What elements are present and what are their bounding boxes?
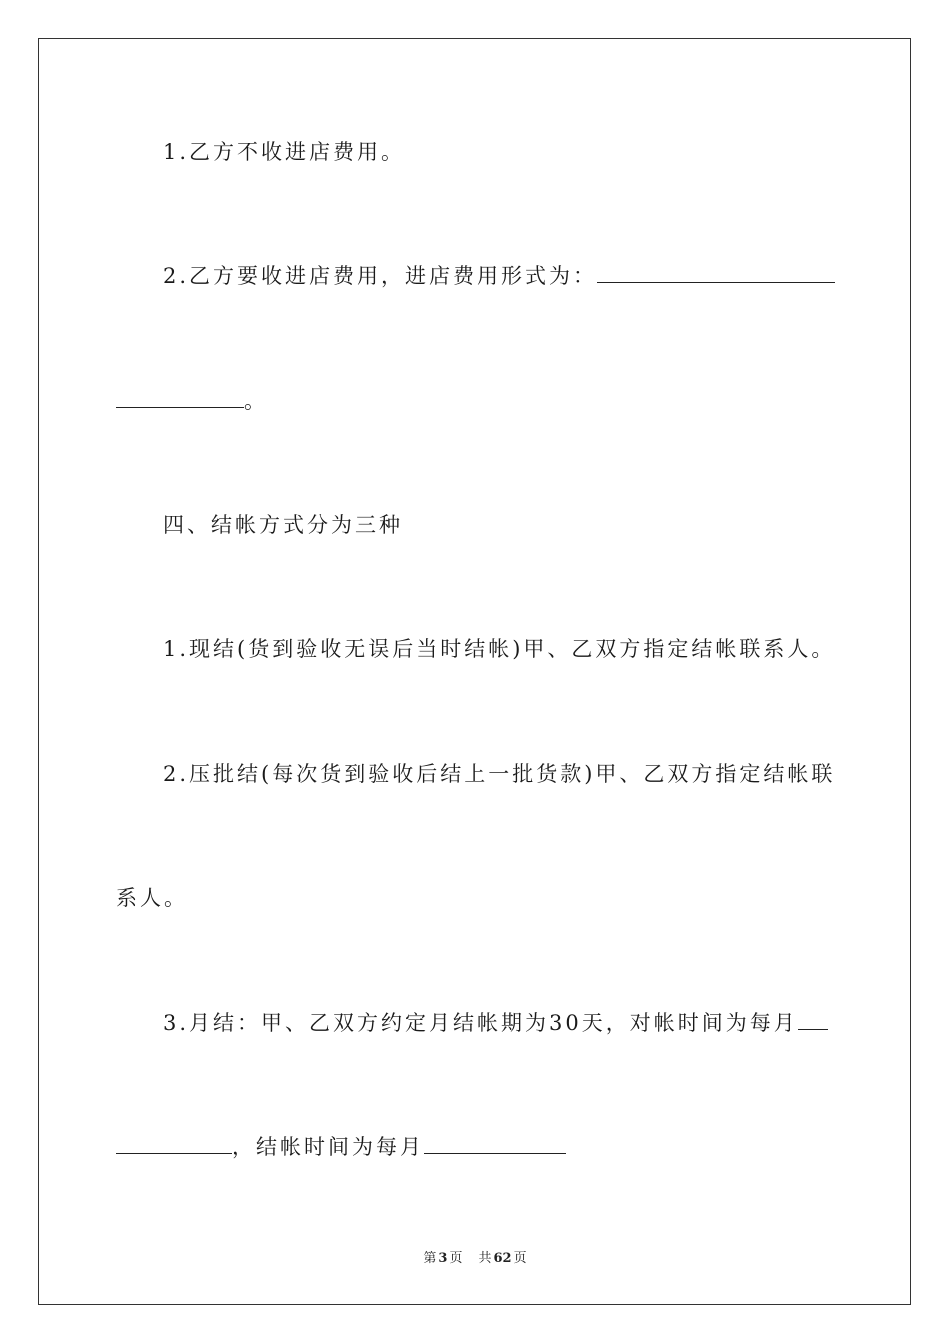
clause-text: 。 <box>244 389 268 413</box>
page-frame <box>38 38 911 1305</box>
fill-blank[interactable] <box>116 1135 232 1154</box>
settlement-option-2 <box>163 759 835 789</box>
clause-text: 3.月结：甲、乙双方约定月结帐期为30天，对帐时间为每月 <box>163 1011 798 1035</box>
clause-text: 2.压批结(每次货到验收后结上一批货款)甲、乙双方指定结帐联 <box>163 762 836 786</box>
total-suffix: 页 <box>513 1251 527 1266</box>
page-prefix: 第 <box>423 1251 437 1266</box>
total-prefix: 共 <box>478 1251 492 1266</box>
fill-blank[interactable] <box>424 1135 566 1154</box>
clause-text: 系人。 <box>116 886 188 910</box>
heading-text: 四、结帐方式分为三种 <box>163 513 403 537</box>
clause-text: 1.现结(货到验收无误后当时结帐)甲、乙双方指定结帐联系人。 <box>163 637 836 661</box>
fill-blank[interactable] <box>116 389 244 408</box>
fill-blank[interactable] <box>798 1011 828 1030</box>
settlement-option-3-continuation <box>116 1132 566 1162</box>
fill-blank[interactable] <box>597 264 835 283</box>
clause-2-fee-form <box>163 261 835 291</box>
clause-text: ，结帐时间为每月 <box>232 1135 424 1159</box>
settlement-option-1 <box>163 634 835 664</box>
clause-1-no-fee <box>163 137 405 167</box>
section-heading-settlement <box>163 510 403 540</box>
clause-2-continuation <box>116 386 268 416</box>
page-footer <box>0 1247 950 1266</box>
settlement-option-2-continuation <box>116 883 188 913</box>
settlement-option-3 <box>163 1008 828 1038</box>
clause-text: 1.乙方不收进店费用。 <box>163 140 406 164</box>
page-number: 3 <box>438 1251 448 1266</box>
total-pages: 62 <box>493 1251 512 1266</box>
page-suffix: 页 <box>449 1251 463 1266</box>
clause-text: 2.乙方要收进店费用，进店费用形式为： <box>163 264 598 288</box>
